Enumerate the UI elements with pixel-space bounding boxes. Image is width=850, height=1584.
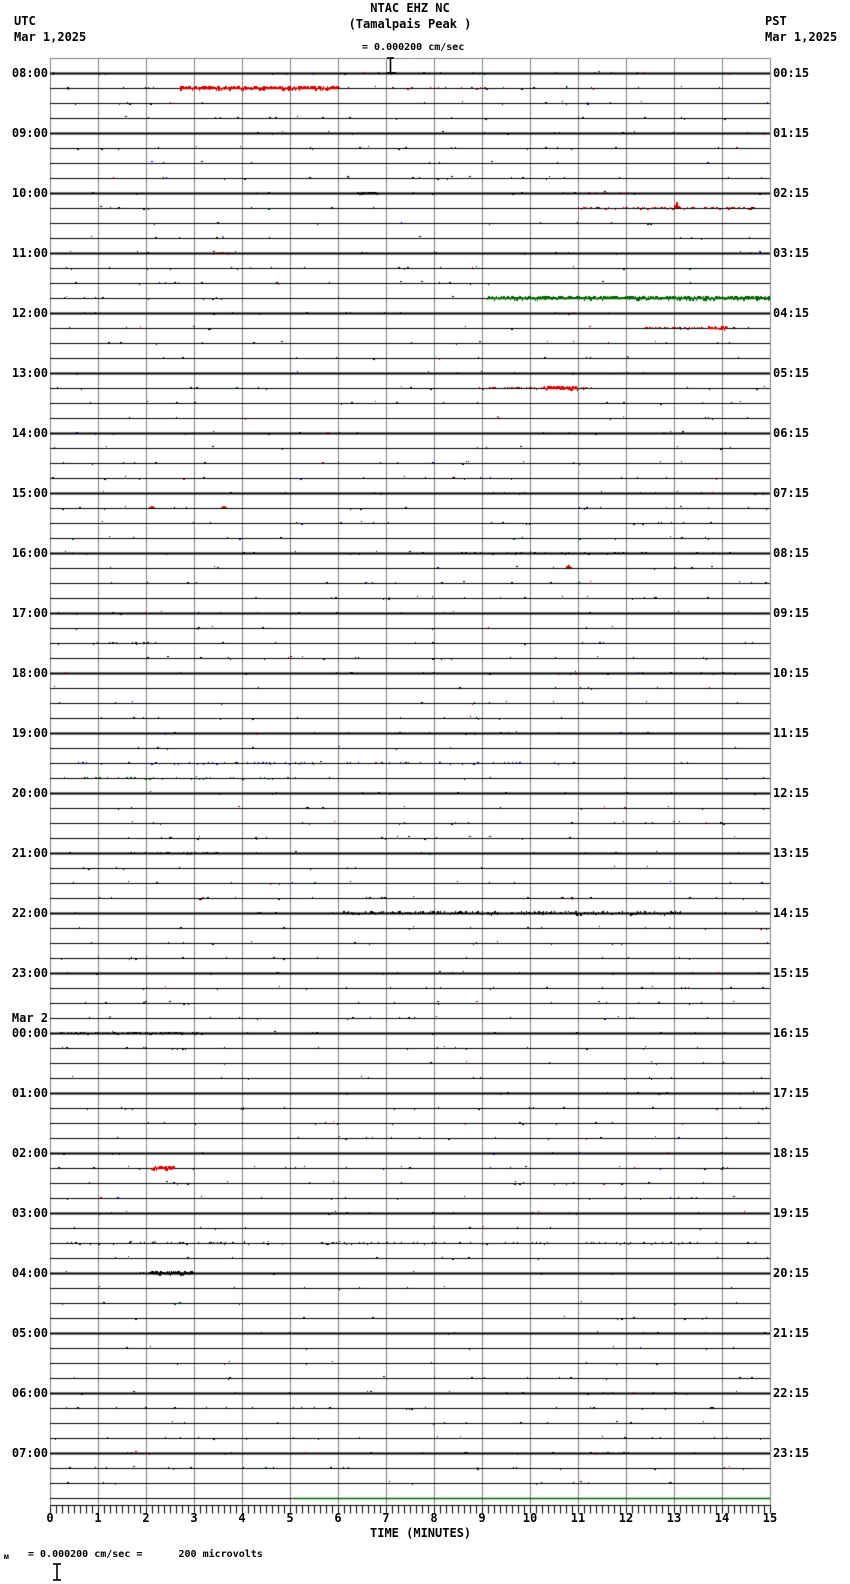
- day-break-label: Mar 2: [11, 1011, 48, 1025]
- pst-time-label: 03:15: [773, 246, 810, 260]
- pst-time-label: 07:15: [773, 486, 810, 500]
- x-axis-tick-label: 5: [286, 1511, 294, 1525]
- x-axis-tick-label: 9: [478, 1511, 486, 1525]
- utc-time-label: 16:00: [11, 546, 48, 560]
- pst-timezone-label: PST: [765, 14, 787, 28]
- pst-time-label: 17:15: [773, 1086, 810, 1100]
- x-axis-title: TIME (MINUTES): [370, 1526, 472, 1540]
- utc-time-label: 15:00: [11, 486, 48, 500]
- pst-time-label: 19:15: [773, 1206, 810, 1220]
- utc-time-label: 02:00: [11, 1146, 48, 1160]
- x-axis-tick-label: 7: [382, 1511, 390, 1525]
- pst-time-label: 23:15: [773, 1446, 810, 1460]
- pst-time-label: 04:15: [773, 306, 810, 320]
- utc-time-label: 17:00: [11, 606, 48, 620]
- pst-time-label: 05:15: [773, 366, 810, 380]
- utc-date-label: Mar 1,2025: [14, 30, 87, 44]
- pst-time-label: 12:15: [773, 786, 810, 800]
- x-axis-tick-label: 11: [570, 1511, 586, 1525]
- pst-time-label: 11:15: [773, 726, 810, 740]
- utc-time-label: 00:00: [11, 1026, 48, 1040]
- pst-time-label: 10:15: [773, 666, 810, 680]
- utc-time-label: 06:00: [11, 1386, 48, 1400]
- pst-time-label: 06:15: [773, 426, 810, 440]
- utc-time-label: 19:00: [11, 726, 48, 740]
- utc-time-label: 05:00: [11, 1326, 48, 1340]
- pst-time-label: 08:15: [773, 546, 810, 560]
- utc-time-label: 10:00: [11, 186, 48, 200]
- station-subtitle: (Tamalpais Peak ): [348, 17, 472, 31]
- utc-time-label: 22:00: [11, 906, 48, 920]
- utc-time-label: 04:00: [11, 1266, 48, 1280]
- scale-note-text: = 0.000200 cm/sec = 200 microvolts: [28, 1549, 263, 1560]
- utc-time-label: 01:00: [11, 1086, 48, 1100]
- pst-time-label: 14:15: [773, 906, 810, 920]
- pst-time-label: 16:15: [773, 1026, 810, 1040]
- pst-time-label: 02:15: [773, 186, 810, 200]
- utc-time-label: 12:00: [11, 306, 48, 320]
- utc-time-label: 18:00: [11, 666, 48, 680]
- utc-time-label: 20:00: [11, 786, 48, 800]
- utc-time-label: 08:00: [11, 66, 48, 80]
- utc-time-label: 13:00: [11, 366, 48, 380]
- x-axis-tick-label: 14: [714, 1511, 730, 1525]
- x-axis-tick-label: 6: [334, 1511, 342, 1525]
- x-axis-tick-label: 4: [238, 1511, 246, 1525]
- utc-time-label: 21:00: [11, 846, 48, 860]
- pst-time-label: 21:15: [773, 1326, 810, 1340]
- pst-time-label: 18:15: [773, 1146, 810, 1160]
- utc-time-label: 14:00: [11, 426, 48, 440]
- utc-time-label: 11:00: [11, 246, 48, 260]
- x-axis-tick-label: 0: [46, 1511, 54, 1525]
- note-marker-glyph: ᴍ: [4, 1552, 9, 1561]
- x-axis-tick-label: 13: [666, 1511, 682, 1525]
- utc-time-label: 23:00: [11, 966, 48, 980]
- x-axis-tick-label: 1: [94, 1511, 102, 1525]
- pst-time-label: 13:15: [773, 846, 810, 860]
- pst-time-label: 15:15: [773, 966, 810, 980]
- pst-time-label: 20:15: [773, 1266, 810, 1280]
- x-axis-tick-label: 15: [762, 1511, 778, 1525]
- pst-time-label: 00:15: [773, 66, 810, 80]
- x-axis-tick-label: 8: [430, 1511, 438, 1525]
- pst-time-label: 01:15: [773, 126, 810, 140]
- x-axis-tick-label: 12: [618, 1511, 634, 1525]
- pst-date-label: Mar 1,2025: [765, 30, 838, 44]
- x-axis-tick-label: 2: [142, 1511, 150, 1525]
- utc-time-label: 03:00: [11, 1206, 48, 1220]
- pst-time-label: 09:15: [773, 606, 810, 620]
- utc-timezone-label: UTC: [14, 14, 36, 28]
- utc-time-label: 07:00: [11, 1446, 48, 1460]
- x-axis-tick-label: 10: [522, 1511, 538, 1525]
- station-title: NTAC EHZ NC: [370, 1, 450, 15]
- utc-time-label: 09:00: [11, 126, 48, 140]
- pst-time-label: 22:15: [773, 1386, 810, 1400]
- x-axis-tick-label: 3: [190, 1511, 198, 1525]
- scale-text: = 0.000200 cm/sec: [362, 42, 465, 53]
